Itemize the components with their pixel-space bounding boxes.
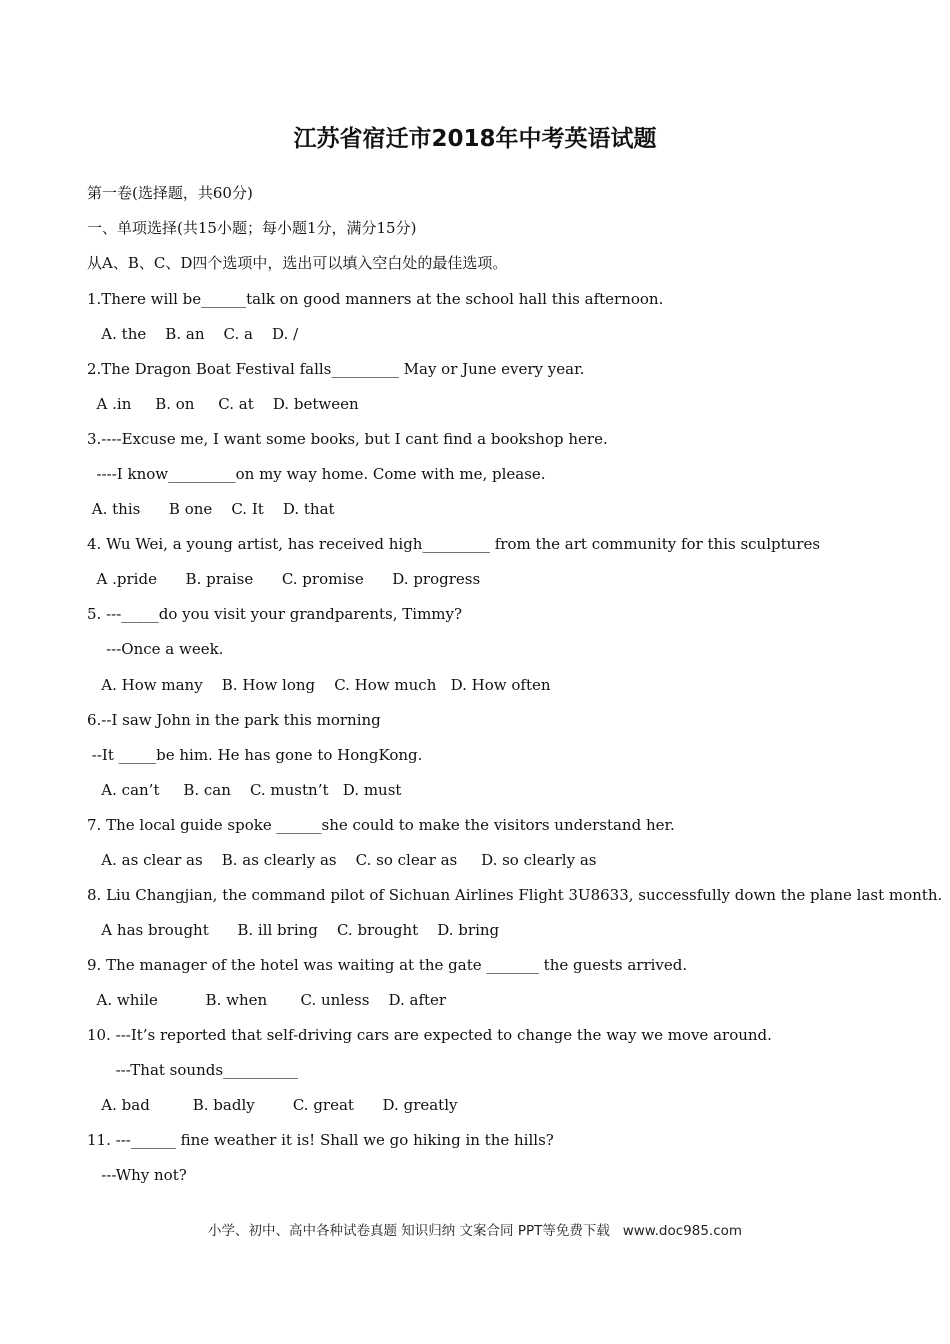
question-3-reply: ----I know_________on my way home. Come with me, please.	[87, 465, 546, 483]
question-6: 6.--I saw John in the park this morning	[87, 711, 381, 729]
question-1: 1.There will be______talk on good manners at the school hall this afternoon.	[87, 290, 664, 308]
question-7-options: A. as clear as B. as clearly as C. so clear as D. so clearly as	[87, 851, 597, 869]
question-10-reply: ---That sounds__________	[87, 1061, 299, 1079]
question-3: 3.----Excuse me, I want some books, but I cant find a bookshop here.	[87, 430, 608, 448]
question-4: 4. Wu Wei, a young artist, has received high_________ from the art community for this sculptures	[87, 535, 821, 553]
question-8: 8. Liu Changjian, the command pilot of Sichuan Airlines Flight 3U8633, successfully down the plane last month.	[87, 886, 943, 904]
question-2: 2.The Dragon Boat Festival falls_________ May or June every year.	[87, 360, 585, 378]
question-10-options: A. bad B. badly C. great D. greatly	[87, 1096, 458, 1114]
question-7: 7. The local guide spoke ______she could to make the visitors understand her.	[87, 816, 675, 834]
question-6-reply: --It _____be him. He has gone to HongKong.	[87, 746, 423, 764]
question-6-options: A. can’t B. can C. mustn’t D. must	[87, 781, 402, 799]
question-2-options: A .in B. on C. at D. between	[87, 395, 359, 413]
question-5: 5. ---_____do you visit your grandparents, Timmy?	[87, 605, 463, 623]
page-title: 江苏省宿迁市2018年中考英语试题	[293, 126, 657, 152]
question-9: 9. The manager of the hotel was waiting at the gate _______ the guests arrived.	[87, 956, 688, 974]
question-5-reply: ---Once a week.	[87, 640, 224, 658]
question-11: 11. ---______ fine weather it is! Shall we go hiking in the hills?	[87, 1131, 554, 1149]
part-heading: 一、单项选择(共15小题；每小题1分，满分15分)	[87, 219, 417, 237]
question-5-options: A. How many B. How long C. How much D. How often	[87, 676, 551, 694]
question-9-options: A. while B. when C. unless D. after	[87, 991, 447, 1009]
question-4-options: A .pride B. praise C. promise D. progress	[87, 570, 481, 588]
question-8-options: A has brought B. ill bring C. brought D. bring	[87, 921, 500, 939]
question-10: 10. ---It’s reported that self-driving cars are expected to change the way we move around.	[87, 1026, 772, 1044]
question-3-options: A. this B one C. It D. that	[87, 500, 335, 518]
question-1-options: A. the B. an C. a D. /	[87, 325, 299, 343]
section-heading: 第一卷(选择题，共60分)	[87, 184, 253, 202]
question-11-reply: ---Why not?	[87, 1166, 187, 1184]
instructions: 从A、B、C、D四个选项中，选出可以填入空白处的最佳选项。	[87, 254, 508, 272]
page-footer: 小学、初中、高中各种试卷真题 知识归纳 文案合同 PPT等免费下载 www.doc985.com	[207, 1223, 743, 1239]
